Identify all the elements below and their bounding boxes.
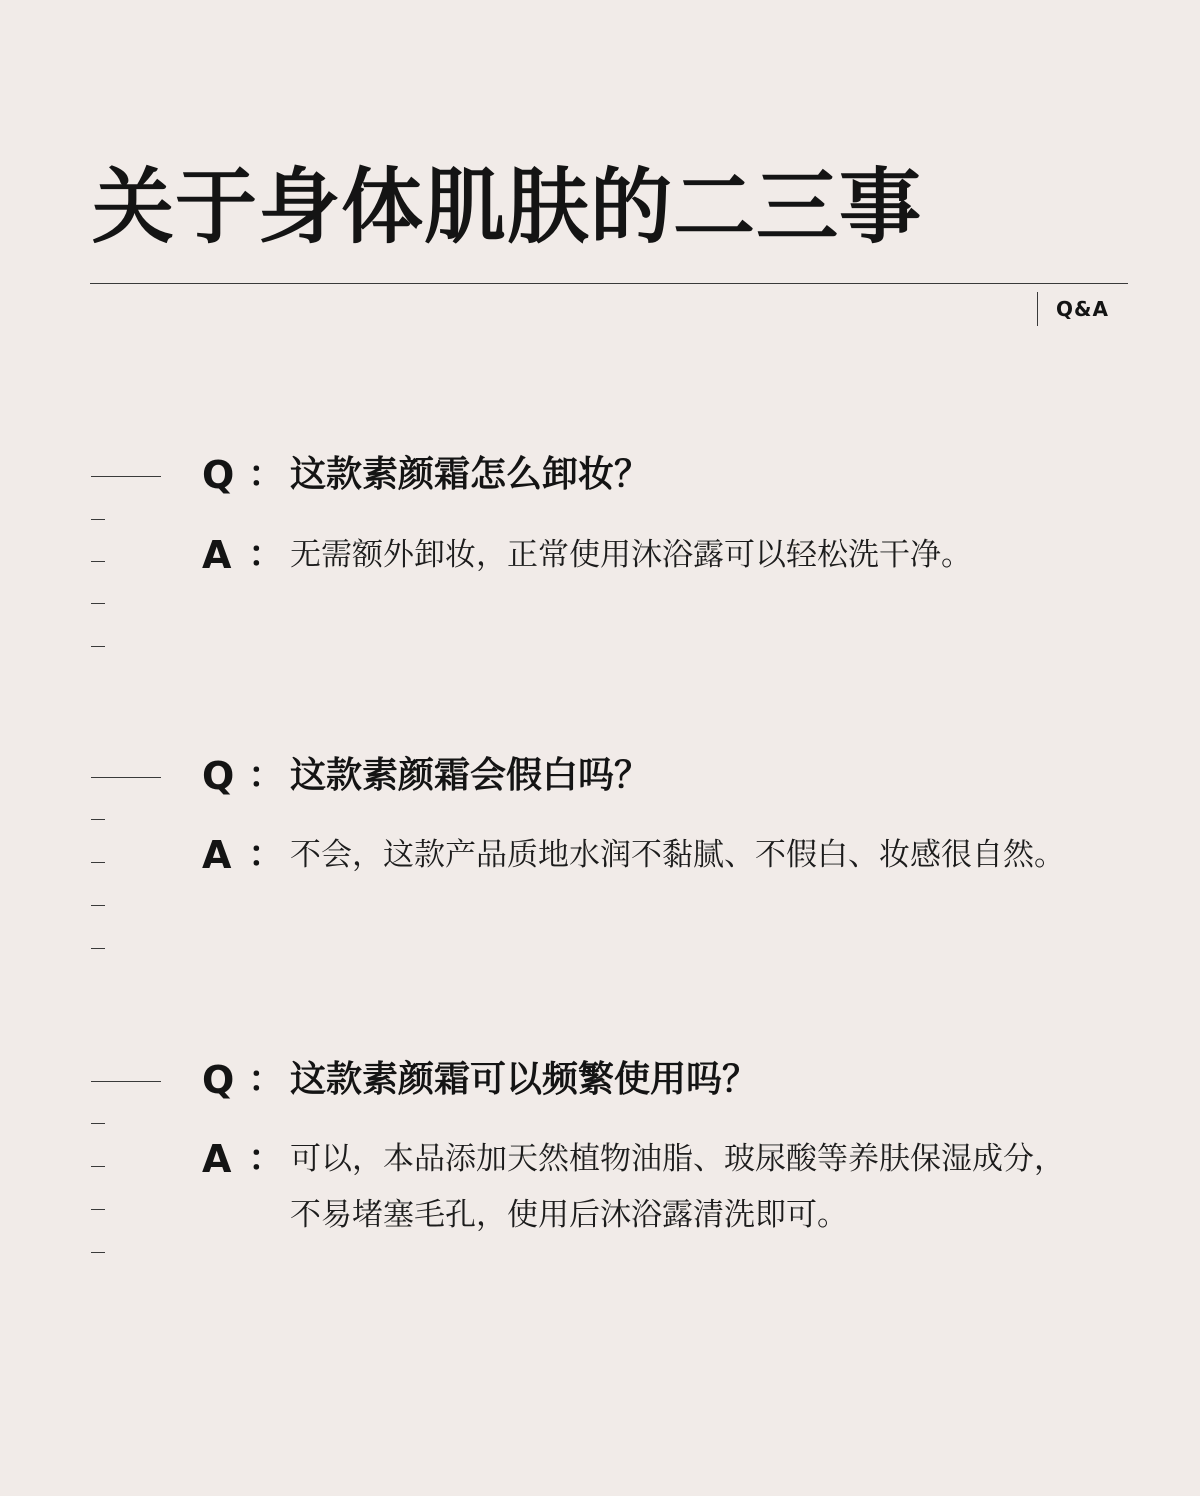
answer-text <box>290 1131 1150 1243</box>
answer-line: 无需额外卸妆，正常使用沐浴露可以轻松洗干净。 <box>290 537 972 573</box>
answer-line: 不会，这款产品质地水润不黏腻、不假白、妆感很自然。 <box>290 837 1065 873</box>
decor-line-short <box>91 1209 105 1210</box>
decor-line-short <box>91 862 105 863</box>
question-marker: Q <box>202 453 235 497</box>
question-colon: ： <box>248 454 285 495</box>
answer-marker: A <box>202 833 232 877</box>
question-colon: ： <box>248 755 285 796</box>
answer-colon: ： <box>248 1138 285 1179</box>
question-marker: Q <box>202 754 235 798</box>
decor-line-short <box>91 905 105 906</box>
question-text: 这款素颜霜可以频繁使用吗？ <box>290 1059 759 1100</box>
question-text: 这款素颜霜会假白吗？ <box>290 755 651 796</box>
page-title: 关于身体肌肤的二三事 <box>92 160 923 255</box>
question-text: 这款素颜霜怎么卸妆？ <box>290 454 651 495</box>
answer-line: 可以，本品添加天然植物油脂、玻尿酸等养肤保湿成分， <box>290 1141 1065 1177</box>
answer-marker: A <box>202 1137 232 1181</box>
decor-line-short <box>91 561 105 562</box>
answer-text <box>290 527 1150 583</box>
decor-line-short <box>91 1252 105 1253</box>
answer-colon: ： <box>248 834 285 875</box>
question-marker: Q <box>202 1058 235 1102</box>
answer-colon: ： <box>248 534 285 575</box>
answer-text <box>290 827 1150 883</box>
decor-line-long <box>91 476 161 477</box>
title-divider <box>90 283 1128 284</box>
decor-line-short <box>91 646 105 647</box>
decor-line-short <box>91 948 105 949</box>
decor-line-short <box>91 819 105 820</box>
qa-tag: Q&A <box>1037 292 1109 326</box>
answer-marker: A <box>202 533 232 577</box>
decor-line-short <box>91 1166 105 1167</box>
decor-line-long <box>91 1081 161 1082</box>
decor-line-short <box>91 519 105 520</box>
question-colon: ： <box>248 1059 285 1100</box>
decor-line-short <box>91 1123 105 1124</box>
answer-line: 不易堵塞毛孔，使用后沐浴露清洗即可。 <box>290 1197 848 1233</box>
decor-line-short <box>91 603 105 604</box>
decor-line-long <box>91 777 161 778</box>
